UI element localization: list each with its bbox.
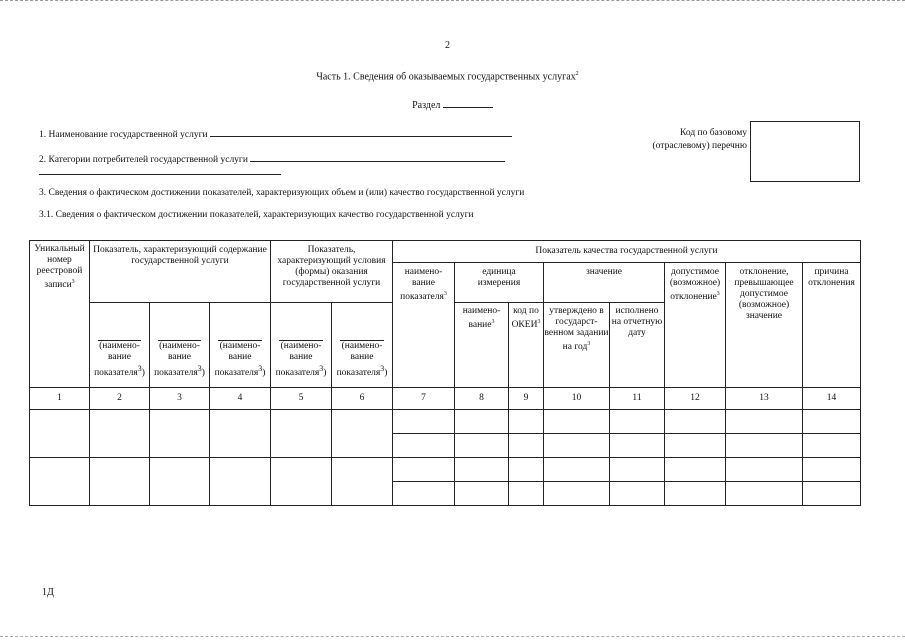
table-cell[interactable] [665,434,726,458]
form-code: 1Д [42,587,54,598]
section-3-1-heading: 3.1. Сведения о фактическом достижении показателей, характеризующих качество государственной услуги [39,210,474,220]
table-cell[interactable] [803,410,861,434]
column-number: 10 [544,388,610,410]
table-row [30,458,861,482]
table-cell[interactable] [393,410,455,434]
table-cell[interactable] [332,410,393,458]
table-cell[interactable] [509,482,544,506]
header-unique-number: Уникальный номер реестровой записи$^3$ [30,241,90,388]
header-okei-code: код по ОКЕИ$^3$ [509,303,544,388]
table-cell[interactable] [610,458,665,482]
header-deviation-reason: причина отклонения [803,263,861,388]
header-conditions-indicator: Показатель, характеризующий условия (формы) оказания государственной услуги [271,241,393,303]
header-quality-indicator: Показатель качества государственной услуги [393,241,861,263]
table-cell[interactable] [455,458,509,482]
page-top-edge [0,0,905,3]
service-name-label: 1. Наименование государственной услуги [39,130,208,140]
consumer-category-field [39,152,505,165]
table-cell[interactable] [610,434,665,458]
header-unit-name: наимено- вание$^3$ [455,303,509,388]
consumer-category-label: 2. Категории потребителей государственной услуги [39,155,248,165]
table-cell[interactable] [509,410,544,434]
column-number: 1 [30,388,90,410]
consumer-category-blank [250,152,505,162]
table-cell[interactable] [544,434,610,458]
table-cell[interactable] [544,458,610,482]
table-cell[interactable] [332,458,393,506]
table-cell[interactable] [393,434,455,458]
base-list-code-label-line2: (отраслевому) перечню [652,141,747,151]
table-cell[interactable] [150,410,210,458]
table-cell[interactable] [455,410,509,434]
table-cell[interactable] [544,482,610,506]
quality-indicators-table [29,240,861,506]
base-list-code-label [635,127,747,153]
sub-header-conditions-2: (наимено- вание показателя$^3$) [332,303,393,388]
table-cell[interactable] [803,458,861,482]
table-cell[interactable] [393,458,455,482]
table-cell[interactable] [665,458,726,482]
table-cell[interactable] [271,458,332,506]
column-number: 4 [210,388,271,410]
table-cell[interactable] [544,410,610,434]
table-cell[interactable] [610,410,665,434]
column-number-row [30,388,861,410]
table-cell[interactable] [150,458,210,506]
section-blank [443,98,493,108]
column-number: 13 [726,388,803,410]
header-approved-value: утверждено в государст- венном задании на год$^3$ [544,303,610,388]
part-title-footnote: 2 [575,71,579,77]
table-cell[interactable] [803,482,861,506]
section-3-heading: 3. Сведения о фактическом достижении показателей, характеризующих объем и (или) качество государственной услуги [39,188,525,198]
base-list-code-box [750,121,860,182]
header-unit: единица измерения [455,263,544,303]
page-number: 2 [445,40,450,51]
table-cell[interactable] [393,482,455,506]
part-title-text: Часть 1. Сведения об оказываемых государственных услугах [316,71,576,83]
sub-header-content-2: (наимено- вание показателя$^3$) [150,303,210,388]
sub-header-content-1: (наимено- вание показателя$^3$) [90,303,150,388]
table-cell[interactable] [665,482,726,506]
table-cell[interactable] [803,434,861,458]
page-bottom-edge [0,636,905,639]
part-title [0,71,895,82]
column-number: 3 [150,388,210,410]
table-cell[interactable] [726,410,803,434]
table-cell[interactable] [30,410,90,458]
header-exceeding-deviation: отклонение, превышающее допустимое (возможное) значение [726,263,803,388]
table-cell[interactable] [509,434,544,458]
column-number: 5 [271,388,332,410]
column-number: 14 [803,388,861,410]
table-cell[interactable] [509,458,544,482]
column-number: 8 [455,388,509,410]
table-cell[interactable] [726,458,803,482]
table-cell[interactable] [726,482,803,506]
section-field [0,98,905,111]
column-number: 2 [90,388,150,410]
table-cell[interactable] [455,434,509,458]
table-cell[interactable] [90,410,150,458]
header-indicator-name: наимено- вание показателя$^3$ [393,263,455,388]
table-cell[interactable] [90,458,150,506]
table-cell[interactable] [30,458,90,506]
table-cell[interactable] [665,410,726,434]
header-value: значение [544,263,665,303]
table-cell[interactable] [271,410,332,458]
column-number: 6 [332,388,393,410]
table-row [30,410,861,434]
header-executed-value: исполнено на отчетную дату [610,303,665,388]
base-list-code-label-line1: Код по базовому [679,128,747,138]
column-number: 9 [509,388,544,410]
sub-header-conditions-1: (наимено- вание показателя$^3$) [271,303,332,388]
consumer-category-blank-line2 [39,174,281,175]
service-name-field [39,127,512,140]
table-cell[interactable] [610,482,665,506]
column-number: 7 [393,388,455,410]
table-cell[interactable] [455,482,509,506]
section-label: Раздел [412,100,441,111]
table-cell[interactable] [726,434,803,458]
column-number: 12 [665,388,726,410]
sub-header-content-3: (наимено- вание показателя$^3$) [210,303,271,388]
table-cell[interactable] [210,458,271,506]
header-content-indicator: Показатель, характеризующий содержание государственной услуги [90,241,271,303]
column-number: 11 [610,388,665,410]
table-cell[interactable] [210,410,271,458]
header-allowed-deviation: допустимое (возможное) отклонение$^3$ [665,263,726,388]
service-name-blank [210,127,512,137]
